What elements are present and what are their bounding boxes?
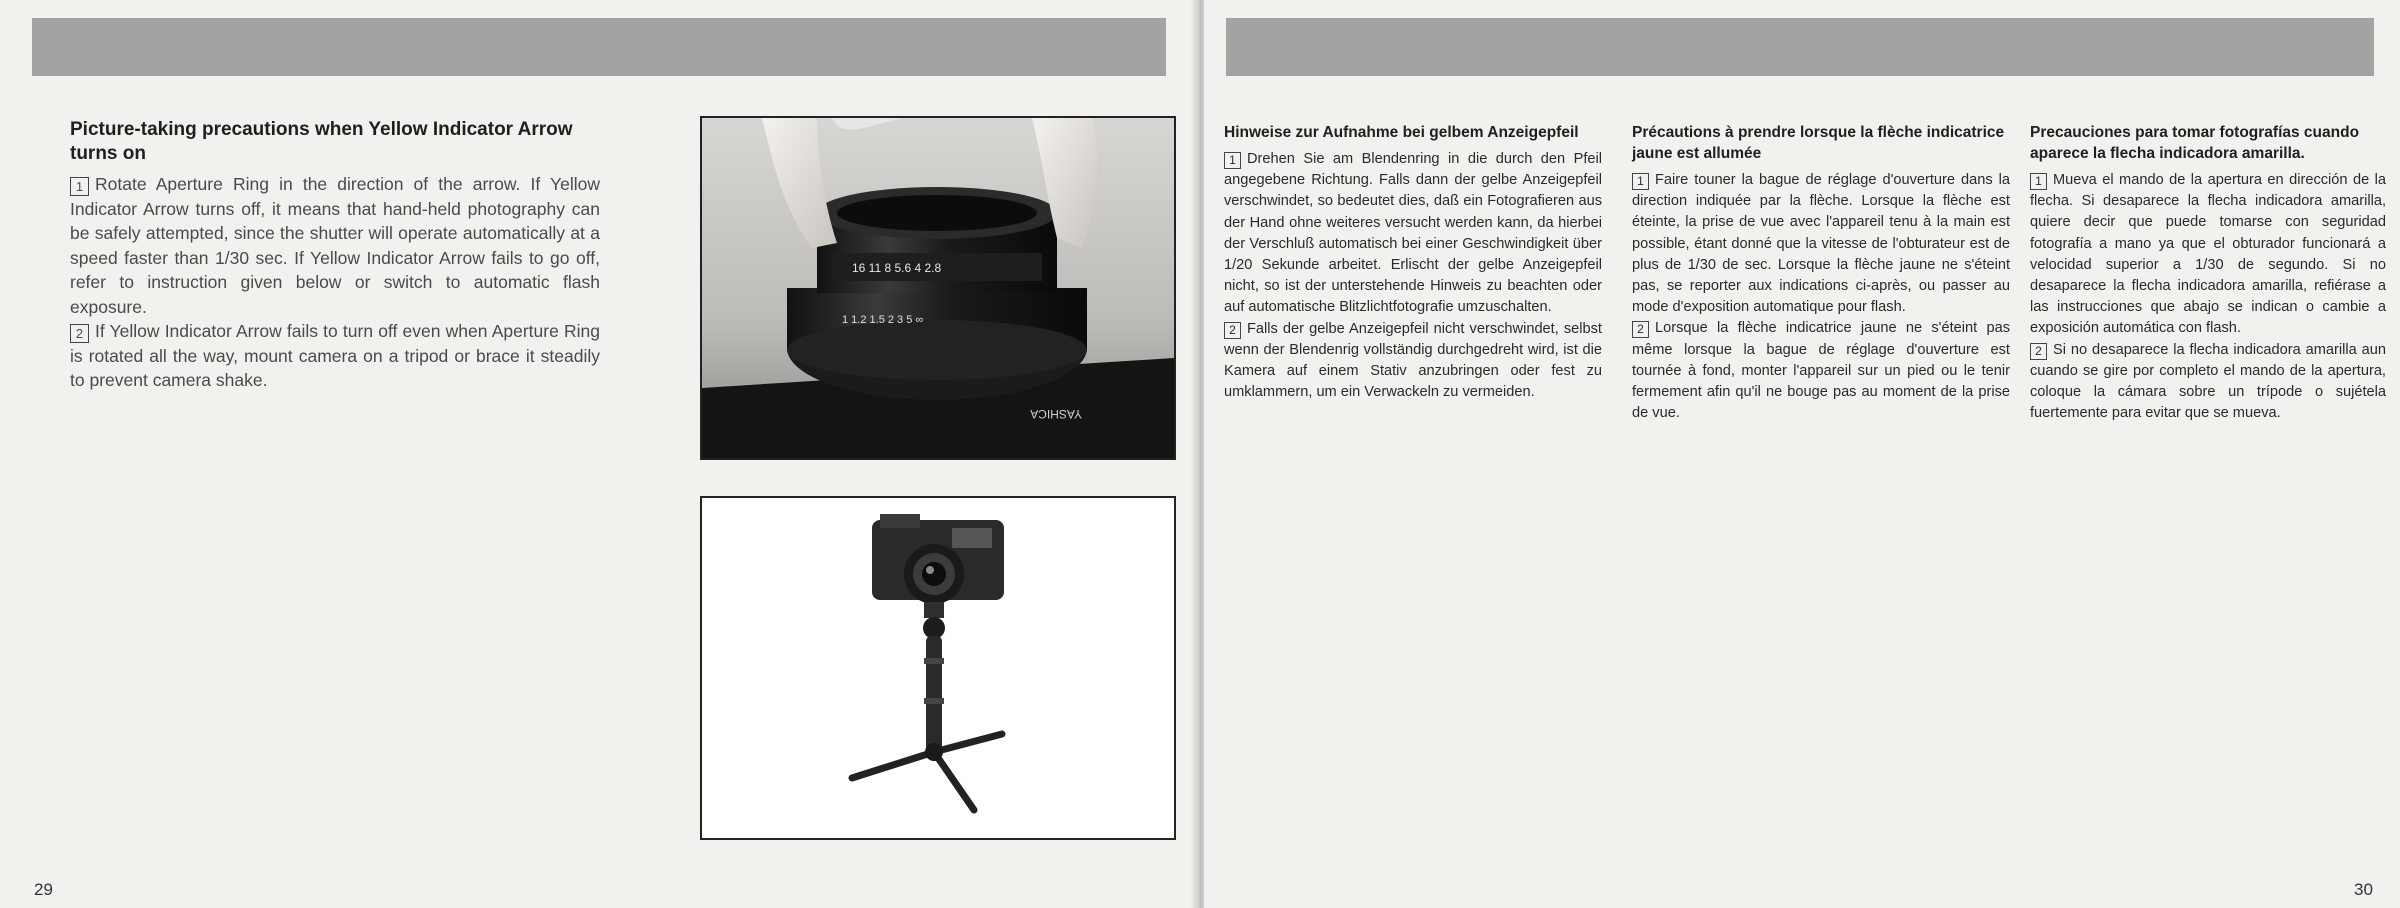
- german-section: [1224, 122, 1602, 403]
- header-band: [32, 18, 1166, 76]
- step-text: Si no desaparece la flecha indicadora amarilla aun cuando se gire por completo el mando de la apertura, coloque la cámara sobre un trípode o sujétela fuertemente para evitar que se mueva.: [2030, 341, 2386, 422]
- step-number-badge: 2: [70, 324, 89, 343]
- french-section: [1632, 122, 2010, 424]
- section-heading: Précautions à prendre lorsque la flèche indicatrice jaune est allumée: [1632, 124, 2005, 162]
- step-number-badge: 1: [2030, 173, 2047, 190]
- step-number-badge: 2: [1632, 321, 1649, 338]
- step-text: Drehen Sie am Blendenring in die durch den Pfeil angegebene Richtung. Falls dann der gelbe Anzeigepfeil verschwindet, so bedeutet dies, daß ein Fotografieren aus der Hand ohne weiteres versucht werden kann, da hierbei der Verschluß automatisch bei einer Geschwindigkeit über 1/20 Sekunde arbeitet. Erlischt der gelbe Anzeigepfeil nicht, so ist der unterstehende Hinweis zu beachten oder auf automatische Blitzlichtfotografie umzuschalten.: [1224, 151, 1602, 316]
- step-2: [70, 319, 600, 393]
- step-number-badge: 2: [2030, 343, 2047, 360]
- step-1: [70, 172, 600, 319]
- step-text: Faire touner la bague de réglage d'ouverture dans la direction indiquée par la flèche. Lorsque la flèche est éteinte, la prise de vue avec l'appareil tenu à la main est possible, étant donné que la vitesse de l'obturateur est de plus de 1/30 de sec. Lorsque la flèche jaune ne s'éteint pas, se reporter aux indications ci-après, ou passer au mode d'exposition automatique pour flash.: [1632, 172, 2010, 316]
- step-text: Mueva el mando de la apertura en dirección de la flecha. Si desaparece la flecha indicadora amarilla, quiere decir que puede tomarse con seguridad fotografía a mano ya que el obturador funcionará a velocidad superior a 1/30 de segundo. Si no desaparece la flecha indicadora amarilla, refiérase a las instrucciones que abajo se indican o cambie a exposición automática con flash.: [2030, 172, 2386, 337]
- page-number: 30: [2354, 880, 2373, 899]
- tripod-photo: [700, 496, 1176, 840]
- header-band: [1226, 18, 2374, 76]
- step-2: [2030, 340, 2386, 425]
- step-2: [1224, 319, 1602, 404]
- step-text: Lorsque la flèche indicatrice jaune ne s'éteint pas même lorsque la bague de réglage d'ouverture est tournée à fond, monter l'appareil sur un pied ou le tenir fermement afin qu'il ne bouge pas au moment de la prise de vue.: [1632, 320, 2010, 422]
- step-text: If Yellow Indicator Arrow fails to turn off even when Aperture Ring is rotated all the way, mount camera on a tripod or brace it steadily to prevent camera shake.: [70, 321, 600, 390]
- right-page: [1204, 0, 2400, 908]
- left-page: [0, 0, 1196, 908]
- step-2: [1632, 318, 2010, 424]
- section-heading: Picture-taking precautions when Yellow Indicator Arrow turns on: [70, 119, 573, 164]
- section-heading: Hinweise zur Aufnahme bei gelbem Anzeigepfeil: [1224, 124, 1579, 141]
- step-1: [2030, 170, 2386, 340]
- page-number: 29: [34, 880, 53, 899]
- section-heading: Precauciones para tomar fotografías cuando aparece la flecha indicadora amarilla.: [2030, 124, 2360, 162]
- step-number-badge: 2: [1224, 322, 1241, 339]
- step-text: Rotate Aperture Ring in the direction of the arrow. If Yellow Indicator Arrow turns off, it means that hand-held photography can be safely attempted, since the shutter will operate automatically at a speed faster than 1/30 sec. If Yellow Indicator Arrow fails to go off, refer to instruction given below or switch to automatic flash exposure.: [70, 174, 600, 317]
- lens-photo: [700, 116, 1176, 460]
- spanish-section: [2030, 122, 2386, 424]
- step-1: [1224, 149, 1602, 319]
- step-number-badge: 1: [70, 177, 89, 196]
- distance-scale: 1 1.2 1.5 2 3 5 ∞: [842, 314, 924, 326]
- step-number-badge: 1: [1632, 173, 1649, 190]
- english-section: [70, 118, 600, 393]
- camera-brand-label: YASHICA: [1030, 407, 1082, 421]
- step-text: Falls der gelbe Anzeigepfeil nicht verschwindet, selbst wenn der Blendenrig vollständig durchgedreht wird, ist die Kamera auf einem Stativ anzubringen oder fest zu umklammern, um ein Verwackeln zu vermeiden.: [1224, 320, 1602, 401]
- step-1: [1632, 170, 2010, 318]
- aperture-scale: 16 11 8 5.6 4 2.8: [852, 261, 942, 275]
- step-number-badge: 1: [1224, 152, 1241, 169]
